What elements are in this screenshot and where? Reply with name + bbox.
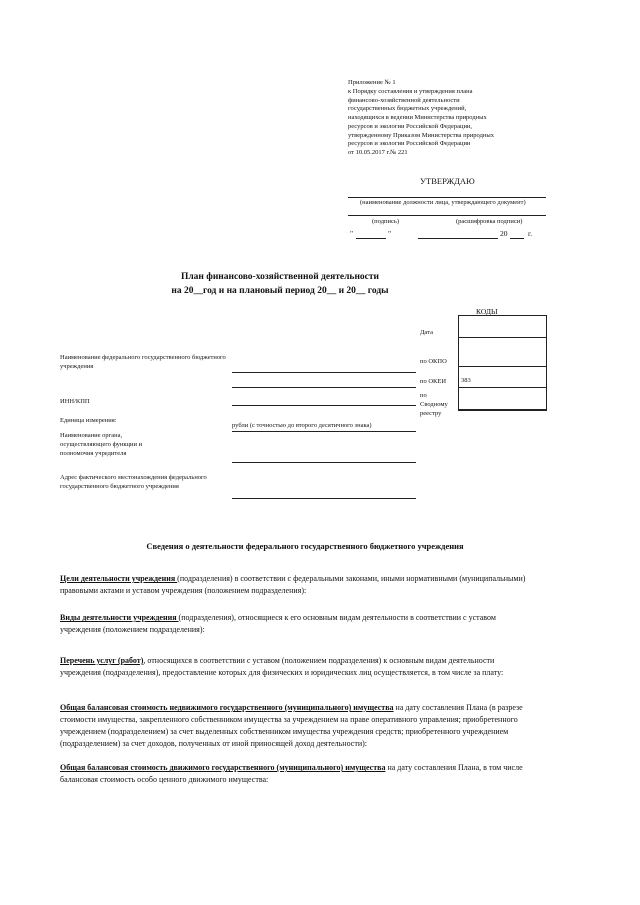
code-label-date: Дата [420,329,433,336]
codes-divider [458,387,546,388]
paragraph-real-estate [60,702,526,750]
paragraph-text: (подразделения), относящиеся к его основным видам деятельности в соответствии с уставом учреждения (положением подразделения): [60,613,496,634]
paragraph-lead: Перечень услуг (работ) [60,656,144,665]
paragraph-lead: Виды деятельности учреждения [60,613,179,622]
institution-name-line[interactable] [232,372,416,373]
date-year-line[interactable] [510,238,524,239]
paragraph-text: , относящихся в соответствии с уставом (положением подразделения) к основным видам деятельности учреждения (подразделения), предоставление которых для физических и юридических лиц осуществляется, в том числе за плату: [60,656,504,677]
appendix-line: от 10.05.2017 г.№ 221 [348,149,408,157]
paragraph-text: на дату составления Плана, в том числе балансовая стоимость особо ценного движимого имущества: [60,763,523,784]
paragraph-text: на дату составления Плана (в разрезе стоимости имущества, закрепленного собственником имущества за учреждением на праве оперативного управления; приобретенного учреждением (подразделением) за счет выделенных собственником имущества учреждения средств; приобретенного учреждением (подразделением) за счет доходов, полученных от иной приносящей доход деятельности): [60,703,523,748]
date-month-line[interactable] [418,238,498,239]
appendix-line: финансово-хозяйственной деятельности [348,96,460,104]
address-label: Адрес фактического местонахождения федерального государственного бюджетного учреждения [60,474,207,490]
appendix-line: утвержденному Приказом Министерства природных [348,131,494,139]
code-label-okei: по ОКЕИ [420,378,447,385]
unit-value: рубли (с точностью до второго десятичного знака) [232,422,372,429]
institution-name-line-2[interactable] [232,387,416,388]
code-label-registry: по Сводному реестру [420,392,448,417]
code-value-okei[interactable]: 383 [461,377,471,384]
section-title: Сведения о деятельности федерального государственного бюджетного учреждения [146,541,464,551]
appendix-line: Приложение № 1 [348,79,396,86]
decoding-caption: (расшифровка подписи) [456,218,523,225]
address-line[interactable] [232,498,416,499]
date-year-suffix: г. [528,229,533,238]
code-value-okpo[interactable] [461,345,541,357]
appendix-line: к Порядку составления и утверждения плана [348,87,473,95]
paragraph-lead: Цели деятельности учреждения [60,574,178,583]
paragraph-goals [60,573,526,597]
appendix-line: ресурсов и экологии Российской Федерации [348,140,471,148]
unit-line [232,431,416,432]
approve-title: УТВЕРЖДАЮ [420,176,475,186]
signature-caption: (подпись) [372,218,399,225]
codes-divider [458,409,546,410]
plan-title [0,271,560,299]
date-quote-close: " [388,229,392,238]
date-year-prefix: 20 [500,229,508,238]
paragraph-lead: Общая балансовая стоимость недвижимого государственного (муниципального) имущества [60,703,394,712]
organ-label: Наименование органа, осуществляющего функции и полномочия учредителя [60,432,143,457]
codes-divider [458,337,546,338]
code-value-registry[interactable] [461,392,541,404]
organ-line[interactable] [232,462,416,463]
appendix-line: ресурсов и экологии Российской Федерации, [348,122,473,130]
code-label-okpo: по ОКПО [420,358,447,365]
codes-divider [458,366,546,367]
appendix-block [348,79,518,158]
paragraph-activities [60,612,526,636]
position-caption: (наименование должности лица, утверждающего документ) [360,199,526,206]
codes-header: КОДЫ [476,307,498,316]
appendix-line: государственных бюджетных учреждений, [348,105,467,113]
date-quote-open: " [350,229,354,238]
paragraph-services [60,655,526,679]
plan-title-line-1: План финансово-хозяйственной деятельности [180,272,380,282]
appendix-line: находящихся в ведении Министерства природных [348,114,487,122]
unit-label: Единица измерения: [60,417,117,424]
code-value-date[interactable] [461,322,541,334]
paragraph-movable [60,762,526,786]
position-line-2[interactable] [348,215,546,216]
plan-title-line-2: на 20__год и на плановый период 20__ и 20__ годы [171,285,389,296]
inn-kpp-line[interactable] [232,405,416,406]
inn-kpp-label: ИНН/КПП [60,398,90,405]
paragraph-text: (подразделения) в соответствии с федеральными законами, иными нормативными (муниципальными) правовыми актами и уставом учреждения (положением подразделения): [60,574,526,595]
institution-name-label: Наименование федерального государственного бюджетного учреждения [60,354,226,370]
date-day-line[interactable] [356,238,386,239]
position-line[interactable] [348,197,546,198]
paragraph-lead: Общая балансовая стоимость движимого государственного (муниципального) имущества [60,763,386,772]
